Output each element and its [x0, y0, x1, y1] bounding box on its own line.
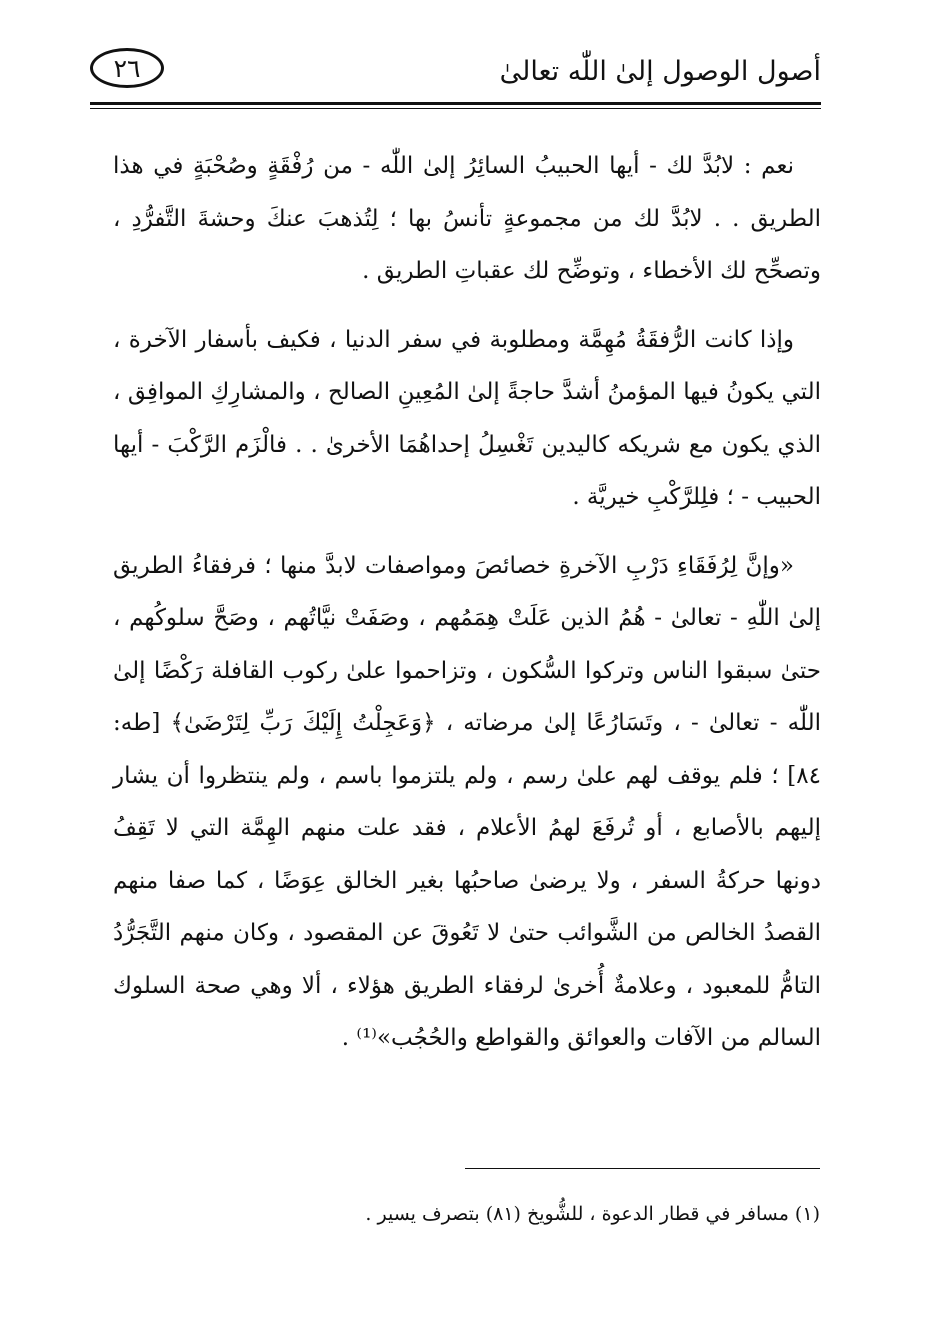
footnote: (١) مسافر في قطار الدعوة ، للشُّويخ (٨١) بتصرف يسير . [365, 1203, 820, 1225]
paragraph-1: نعم : لابُدَّ لك - أيها الحبيبُ السائِرُ إلىٰ اللّٰه - من رُفْقَةٍ وصُحْبَةٍ في هذا الطريق . . لابُدَّ لك من مجموعةٍ تأنسُ بها ؛ لِتُذهبَ عنكَ وحشةَ التَّفرُّدِ ، وتصحِّح لك الأخطاء ، وتوضِّح لك عقباتِ الطريق . [113, 153, 821, 284]
page-number-badge: ٢٦ [90, 48, 164, 88]
main-text [113, 140, 821, 1065]
page-header [90, 40, 821, 116]
paragraph-3: «وإنَّ لِرُفَقَاءِ دَرْبِ الآخرةِ خصائصَ ومواصفات لابدَّ منها ؛ فرفقاءُ الطريق إلىٰ اللّٰهِ - تعالىٰ - هُمُ الذين عَلَتْ هِمَمُهم ، وصَفَتْ نيَّاتُهم ، وصَحَّ سلوكُهم ، حتىٰ سبقوا الناس وتركوا السُّكون ، وتزاحموا علىٰ ركوب القافلة رَكْضًا إلىٰ اللّٰه - تعالىٰ - ، وتَسَارُعًا إلىٰ مرضاته ، ﴿وَعَجِلْتُ إِلَيْكَ رَبِّ لِتَرْضَىٰ﴾ [طه: ٨٤] ؛ فلم يوقف لهم علىٰ رسم ، ولم يلتزموا باسم ، ولم ينتظروا أن يشار إليهم بالأصابع ، أو تُرفَعَ لهمُ الأعلام ، فقد علت منهم الهِمَّة التي لا تَقِفُ دونها حركةُ السفر ، ولا يرضىٰ صاحبُها بغير الخالق عِوَضًا ، كما صفا منهم القصدُ الخالص من الشَّوائب حتىٰ لا تَعُوقَ عن المقصود ، وكان منهم التَّجَرُّدُ التامُّ للمعبود ، وعلامةٌ أُخرىٰ لرفقاء الطريق هؤلاء ، ألا وهي صحة السلوك السالم من الآفات والعوائق والقواطع والحُجُب»⁽¹⁾ . [113, 552, 821, 1051]
footnote-rule [465, 1168, 820, 1169]
header-rule [90, 102, 821, 105]
paragraph-2: وإذا كانت الرُّفقَةُ مُهِمَّة ومطلوبة في سفر الدنيا ، فكيف بأسفار الآخرة ، التي يكونُ فيها المؤمنُ أشدَّ حاجةً إلىٰ المُعِينِ الصالح ، والمشارِكِ الموافِق ، الذي يكون مع شريكه كاليدين تَغْسِلُ إحداهُمَا الأخرىٰ . . فالْزَم الرَّكْبَ - أيها الحبيب - ؛ فلِلرَّكْبِ خيريَّة . [113, 326, 821, 510]
header-rule-thin [90, 108, 821, 109]
running-title: أصول الوصول إلىٰ اللّٰه تعالىٰ [499, 56, 821, 87]
